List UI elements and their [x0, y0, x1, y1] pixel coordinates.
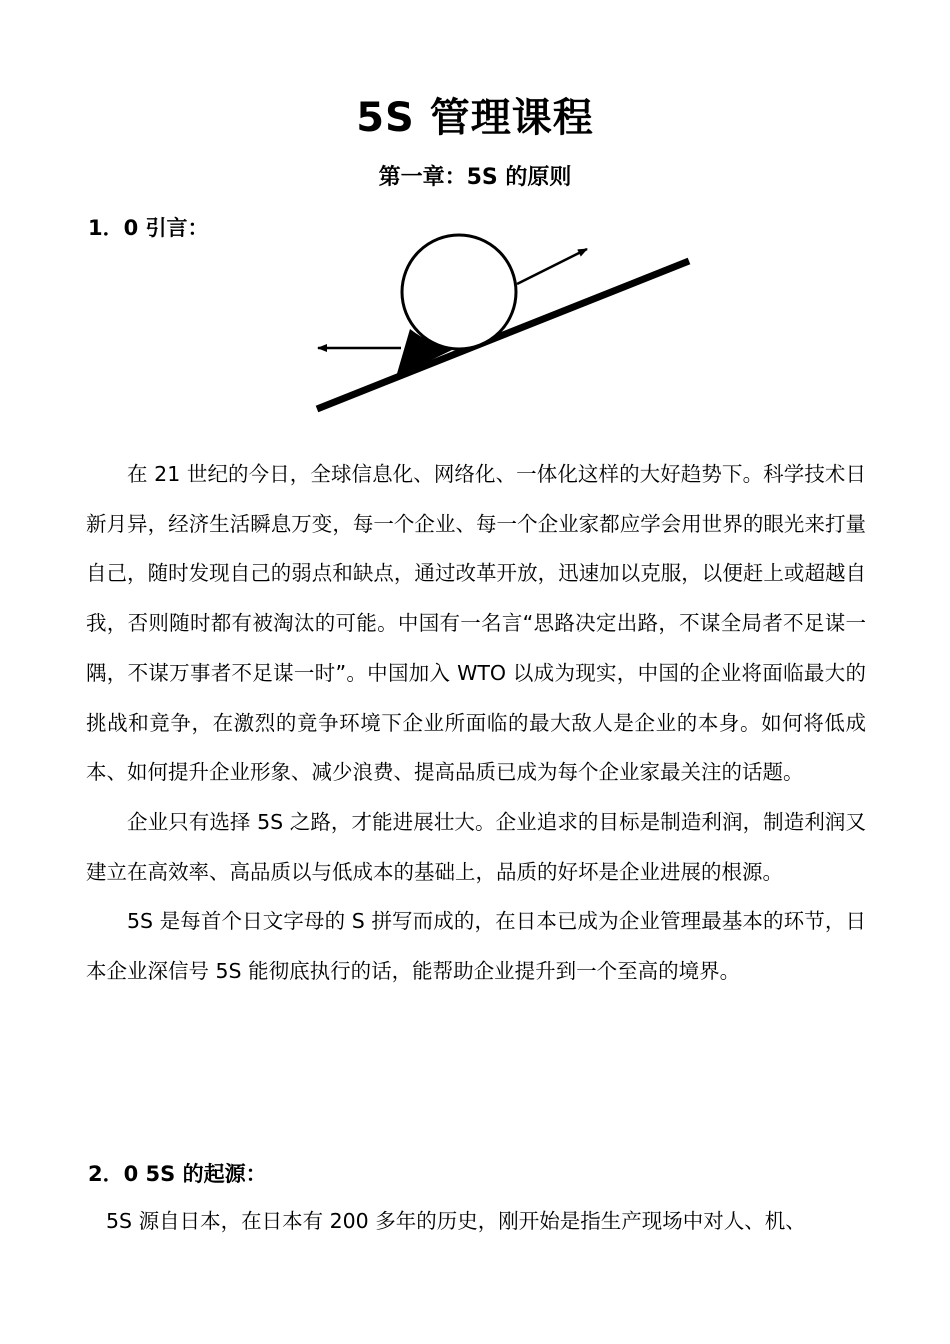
paragraph: 5S 是每首个日文字母的 S 拼写而成的，在日本已成为企业管理最基本的环节，日本企业深信号 5S 能彻底执行的话，能帮助企业提升到一个至高的境界。	[86, 909, 866, 984]
section-heading-origin: 2．0 5S 的起源：	[88, 1162, 267, 1186]
introduction-body	[86, 450, 866, 997]
paragraph: 在 21 世纪的今日，全球信息化、网络化、一体化这样的大好趋势下。科学技术日新月异，经济生活瞬息万变，每一个企业、每一个企业家都应学会用世界的眼光来打量自己，随时发现自己的弱点和缺点，通过改革开放，迅速加以克服，以便赶上或超越自我，否则随时都有被淘汰的可能。中国有一名言“思路决定出路，不谋全局者不足谋一隅，不谋万事者不足谋一时”。中国加入 WTO 以成为现实，中国的企业将面临最大的挑战和竟争，在激烈的竟争环境下企业所面临的最大敌人是企业的本身。如何将低成本、如何提升企业形象、减少浪费、提高品质已成为每个企业家最关注的话题。	[86, 462, 866, 785]
paragraph: 企业只有选择 5S 之路，才能进展壮大。企业追求的目标是制造利润，制造利润又建立在高效率、高品质以与低成本的基础上，品质的好坏是企业进展的根源。	[86, 809, 866, 884]
ball-on-slope-illustration	[300, 225, 700, 420]
uphill-force-arrow	[517, 249, 587, 284]
chapter-heading: 第一章：5S 的原则	[378, 165, 572, 190]
origin-body	[106, 1197, 866, 1247]
ball	[402, 235, 516, 349]
document-title: 5S 管理课程	[356, 95, 594, 141]
section-heading-introduction: 1．0 引言：	[88, 216, 209, 240]
paragraph: 5S 源自日本，在日本有 200 多年的历史，刚开始是指生产现场中对人、机、	[106, 1209, 806, 1233]
